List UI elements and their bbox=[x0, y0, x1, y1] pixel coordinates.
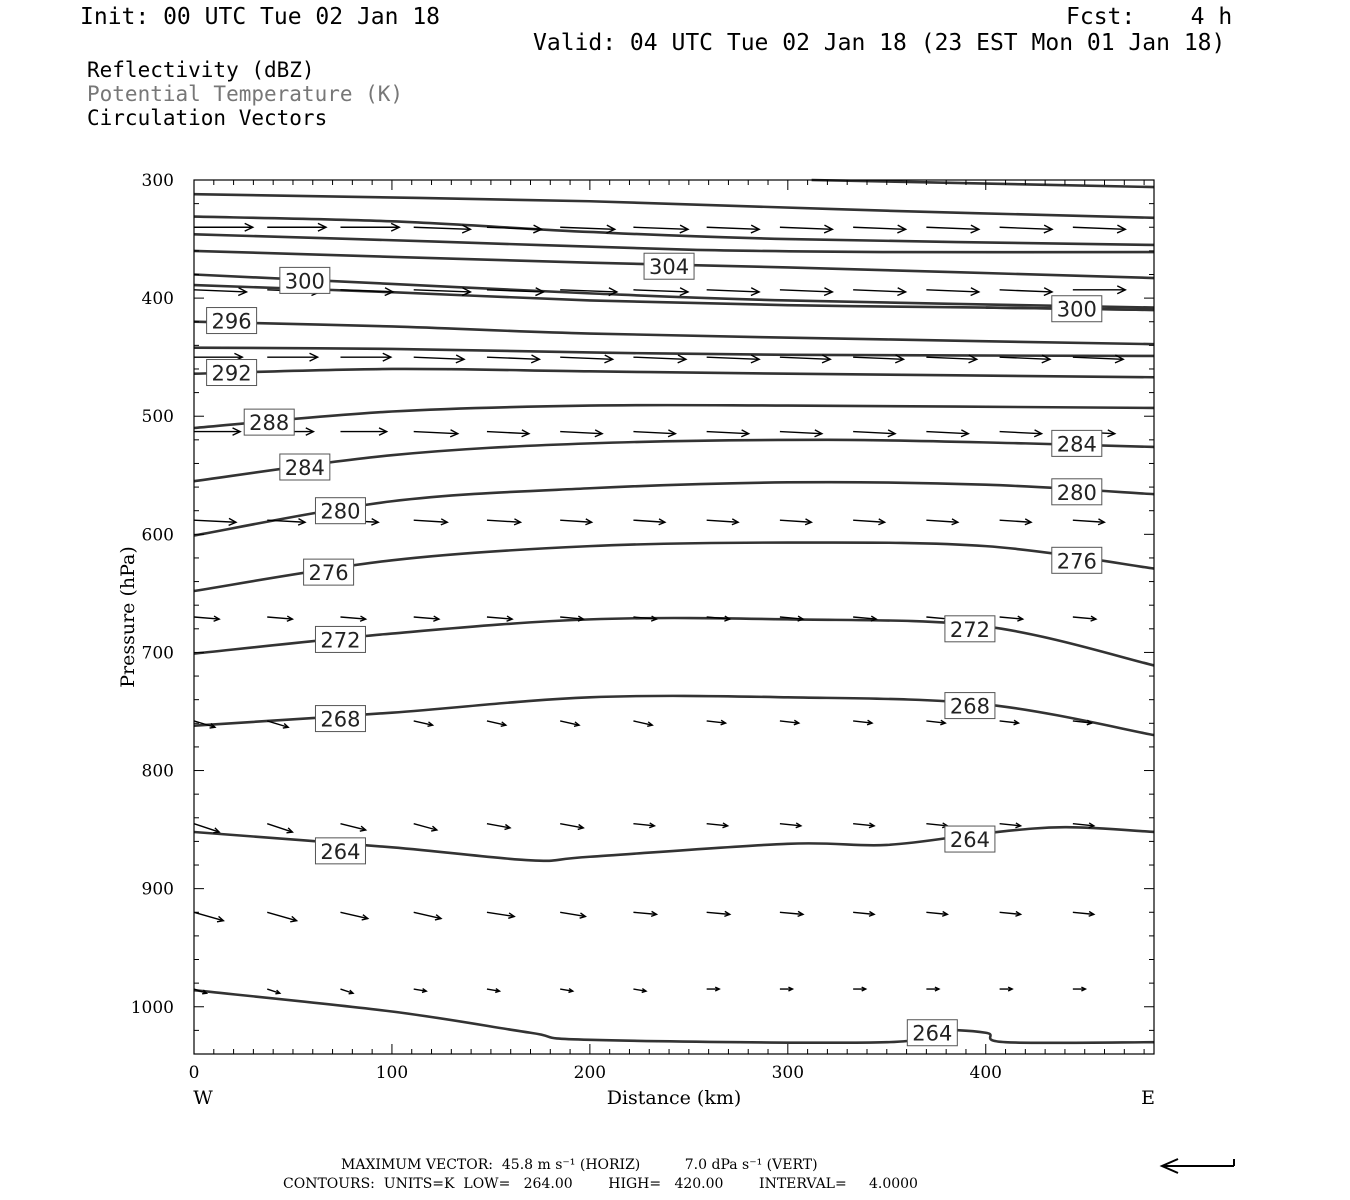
circulation-vector bbox=[194, 616, 219, 621]
vector-shaft bbox=[560, 520, 592, 522]
vector-shaft bbox=[926, 520, 958, 522]
x-tick-label: 400 bbox=[969, 1063, 1002, 1083]
circulation-vector bbox=[414, 430, 458, 437]
circulation-vector bbox=[707, 911, 730, 916]
circulation-vector bbox=[853, 720, 872, 725]
circulation-vector bbox=[340, 428, 386, 435]
circulation-vector bbox=[340, 912, 367, 920]
circulation-vector bbox=[707, 430, 749, 437]
circulation-vector bbox=[707, 987, 720, 991]
legend-reflectivity: Reflectivity (dBZ) bbox=[87, 58, 315, 82]
contour-label-text: 264 bbox=[949, 828, 990, 853]
y-tick-label: 500 bbox=[141, 407, 174, 428]
circulation-vector bbox=[267, 616, 292, 621]
circulation-vector bbox=[194, 518, 236, 525]
circulation-vector bbox=[853, 430, 895, 437]
circulation-vector bbox=[1073, 987, 1086, 991]
vector-shaft bbox=[853, 290, 906, 292]
circulation-vector bbox=[340, 223, 399, 231]
contour-label bbox=[315, 498, 365, 524]
forecast-hour: Fcst: 4 h bbox=[1066, 4, 1233, 30]
y-axis-label: Pressure (hPa) bbox=[117, 546, 139, 688]
circulation-vector bbox=[633, 225, 688, 233]
vector-shaft bbox=[414, 290, 471, 292]
x-right-direction: E bbox=[1141, 1087, 1155, 1109]
circulation-vector bbox=[926, 987, 939, 991]
circulation-vector bbox=[340, 616, 365, 621]
contour-label-text: 268 bbox=[949, 694, 990, 719]
circulation-vector bbox=[633, 989, 646, 993]
contour-label-text: 300 bbox=[284, 269, 325, 294]
theta-contour bbox=[194, 990, 1154, 1043]
circulation-vector bbox=[267, 824, 292, 833]
vector-shaft bbox=[194, 520, 236, 522]
vector-shaft bbox=[1073, 227, 1126, 229]
theta-contour bbox=[194, 405, 1154, 428]
circulation-vector bbox=[340, 824, 365, 832]
legend-circulation-vectors: Circulation Vectors bbox=[87, 106, 328, 130]
vector-shaft bbox=[194, 290, 247, 292]
circulation-vector bbox=[1000, 911, 1021, 916]
circulation-vector bbox=[560, 519, 592, 525]
contour-label-text: 292 bbox=[211, 361, 252, 386]
contour-label-text: 284 bbox=[284, 456, 325, 481]
vector-shaft bbox=[560, 432, 602, 434]
contour-label-text: 288 bbox=[249, 411, 290, 436]
circulation-vector bbox=[780, 225, 833, 233]
vector-shaft bbox=[780, 520, 812, 522]
circulation-vector bbox=[707, 519, 739, 525]
circulation-vector bbox=[1073, 225, 1126, 233]
vector-layer bbox=[194, 223, 1125, 993]
theta-contour bbox=[194, 348, 1154, 356]
circulation-vector bbox=[340, 989, 353, 994]
vector-shaft bbox=[707, 290, 760, 292]
vector-shaft bbox=[633, 290, 688, 292]
circulation-vector bbox=[633, 355, 686, 363]
contour-label bbox=[1052, 479, 1102, 505]
contour-label bbox=[1052, 296, 1102, 322]
contour-label bbox=[315, 838, 365, 864]
circulation-vector bbox=[560, 355, 613, 363]
contour-label-text: 276 bbox=[308, 561, 349, 586]
circulation-vector bbox=[780, 288, 833, 296]
vector-shaft bbox=[853, 227, 906, 229]
circulation-vector bbox=[633, 721, 652, 726]
circulation-vector bbox=[194, 912, 223, 922]
vector-shaft bbox=[707, 520, 739, 522]
circulation-vector bbox=[780, 720, 799, 725]
vector-shaft bbox=[633, 520, 665, 522]
contour-label-text: 284 bbox=[1056, 432, 1097, 457]
circulation-vector bbox=[926, 430, 968, 437]
circulation-vector bbox=[487, 519, 521, 525]
circulation-vector bbox=[414, 355, 464, 363]
contour-label bbox=[945, 616, 995, 642]
circulation-vector bbox=[267, 223, 326, 231]
circulation-vector bbox=[1000, 519, 1032, 525]
circulation-vector bbox=[633, 519, 665, 525]
circulation-vector bbox=[414, 989, 427, 993]
x-tick-label: 200 bbox=[573, 1063, 607, 1083]
contour-label-text: 304 bbox=[649, 255, 690, 280]
circulation-vector bbox=[1073, 286, 1126, 294]
circulation-vector bbox=[194, 288, 247, 296]
circulation-vector bbox=[414, 912, 441, 920]
init-time: Init: 00 UTC Tue 02 Jan 18 bbox=[80, 4, 441, 30]
vector-shaft bbox=[707, 357, 760, 359]
circulation-vector bbox=[560, 912, 585, 918]
y-tick-label: 1000 bbox=[130, 997, 174, 1018]
circulation-vector bbox=[560, 430, 602, 437]
contour-label-text: 280 bbox=[1056, 480, 1097, 505]
circulation-vector bbox=[487, 430, 529, 437]
circulation-vector bbox=[194, 223, 253, 231]
vector-shaft bbox=[926, 227, 979, 229]
circulation-vector bbox=[267, 721, 288, 728]
circulation-vector bbox=[853, 225, 906, 233]
theta-contour bbox=[194, 369, 1154, 377]
circulation-vector bbox=[1073, 911, 1094, 916]
contour-label bbox=[644, 253, 694, 279]
circulation-vector bbox=[780, 911, 803, 916]
vector-shaft bbox=[1000, 290, 1053, 292]
vector-shaft bbox=[926, 432, 968, 434]
contour-label-text: 276 bbox=[1056, 549, 1097, 574]
y-tick-label: 400 bbox=[141, 289, 174, 310]
circulation-vector bbox=[853, 823, 874, 828]
contour-label-text: 268 bbox=[320, 707, 361, 732]
circulation-vector bbox=[414, 824, 437, 831]
circulation-vector bbox=[414, 616, 439, 621]
circulation-vector bbox=[560, 989, 573, 993]
circulation-vector bbox=[487, 989, 500, 993]
circulation-vector bbox=[1000, 720, 1019, 725]
y-tick-label: 300 bbox=[141, 171, 174, 191]
x-tick-label: 100 bbox=[375, 1063, 409, 1083]
contour-label bbox=[280, 267, 330, 293]
contour-label bbox=[315, 706, 365, 732]
vector-shaft bbox=[633, 432, 675, 434]
vector-shaft bbox=[853, 520, 885, 522]
vector-shaft bbox=[926, 290, 979, 292]
circulation-vector bbox=[926, 823, 947, 828]
max-vector-note: MAXIMUM VECTOR: 45.8 m s⁻¹ (HORIZ) 7.0 dPa s⁻¹ (VERT) bbox=[341, 1157, 818, 1173]
circulation-vector bbox=[633, 823, 654, 828]
y-tick-label: 600 bbox=[141, 525, 174, 546]
vector-shaft bbox=[487, 357, 539, 359]
circulation-vector bbox=[487, 616, 512, 621]
theta-contour bbox=[812, 180, 1154, 187]
vector-shaft bbox=[487, 432, 529, 434]
circulation-vector bbox=[926, 225, 979, 233]
theta-contour bbox=[194, 322, 1154, 344]
valid-time: Valid: 04 UTC Tue 02 Jan 18 (23 EST Mon 01 Jan 18) bbox=[533, 30, 1226, 56]
contour-label bbox=[207, 360, 257, 386]
vector-shaft bbox=[414, 227, 471, 229]
circulation-vector bbox=[487, 721, 506, 726]
vector-shaft bbox=[1073, 520, 1105, 522]
y-tick-label: 800 bbox=[141, 761, 174, 782]
circulation-vector bbox=[780, 987, 793, 991]
y-tick-label: 700 bbox=[141, 643, 174, 664]
vector-shaft bbox=[487, 520, 521, 522]
circulation-vector bbox=[853, 911, 874, 916]
vector-shaft bbox=[1000, 357, 1050, 359]
circulation-vector bbox=[707, 225, 760, 233]
theta-contour bbox=[194, 440, 1154, 481]
contour-label-text: 280 bbox=[320, 499, 361, 524]
circulation-vector bbox=[194, 428, 240, 435]
vector-shaft bbox=[853, 432, 895, 434]
contour-label bbox=[1052, 547, 1102, 573]
circulation-vector bbox=[707, 720, 726, 725]
contour-label bbox=[945, 693, 995, 719]
circulation-vector bbox=[1000, 987, 1013, 991]
vector-shaft bbox=[780, 432, 822, 434]
vector-shaft bbox=[926, 357, 976, 359]
circulation-vector bbox=[560, 721, 579, 726]
circulation-vector bbox=[1000, 616, 1023, 621]
circulation-vector bbox=[267, 353, 317, 361]
circulation-vector bbox=[1073, 616, 1096, 621]
x-left-direction: W bbox=[193, 1087, 213, 1109]
circulation-vector bbox=[560, 824, 583, 830]
circulation-vector bbox=[780, 519, 812, 525]
circulation-vector bbox=[487, 824, 510, 830]
contour-label-text: 264 bbox=[912, 1021, 953, 1046]
circulation-vector bbox=[926, 911, 947, 916]
circulation-vector bbox=[707, 355, 760, 363]
circulation-vector bbox=[926, 288, 979, 296]
circulation-vector bbox=[633, 911, 656, 916]
vector-shaft bbox=[1000, 227, 1053, 229]
circulation-vector bbox=[633, 430, 675, 437]
x-tick-label: 0 bbox=[188, 1063, 200, 1083]
vector-shaft bbox=[633, 227, 688, 229]
x-tick-label: 300 bbox=[771, 1063, 805, 1083]
circulation-vector bbox=[853, 519, 885, 525]
circulation-vector bbox=[926, 519, 958, 525]
vector-shaft bbox=[1073, 357, 1123, 359]
circulation-vector bbox=[340, 353, 390, 361]
vector-shaft bbox=[780, 357, 830, 359]
contour-label-text: 264 bbox=[320, 839, 361, 864]
circulation-vector bbox=[267, 912, 296, 922]
vector-shaft bbox=[853, 357, 903, 359]
circulation-vector bbox=[853, 987, 866, 991]
vector-shaft bbox=[780, 290, 833, 292]
circulation-vector bbox=[1000, 225, 1053, 233]
contour-label bbox=[304, 559, 354, 585]
vector-shaft bbox=[633, 357, 686, 359]
contour-label-text: 296 bbox=[211, 309, 252, 334]
circulation-vector bbox=[1000, 430, 1042, 437]
vector-shaft bbox=[780, 227, 833, 229]
circulation-vector bbox=[707, 288, 760, 296]
vector-shaft bbox=[414, 357, 464, 359]
vector-shaft bbox=[1000, 432, 1042, 434]
contour-label bbox=[207, 308, 257, 334]
vector-shaft bbox=[414, 432, 458, 434]
contour-label bbox=[315, 626, 365, 652]
legend-potential-temperature: Potential Temperature (K) bbox=[87, 82, 404, 106]
circulation-vector bbox=[853, 288, 906, 296]
circulation-vector bbox=[780, 823, 801, 828]
circulation-vector bbox=[1000, 823, 1021, 828]
vector-shaft bbox=[707, 227, 760, 229]
vector-shaft bbox=[707, 432, 749, 434]
contours-note: CONTOURS: UNITS=K LOW= 264.00 HIGH= 420.00 INTERVAL= 4.0000 bbox=[283, 1176, 918, 1192]
circulation-vector bbox=[926, 720, 945, 725]
theta-contour bbox=[194, 217, 1154, 245]
vector-shaft bbox=[560, 357, 613, 359]
contour-label bbox=[1052, 430, 1102, 456]
reference-vector-icon bbox=[1162, 1159, 1234, 1173]
vector-shaft bbox=[560, 227, 615, 229]
circulation-vector bbox=[707, 823, 728, 828]
circulation-vector bbox=[1073, 519, 1105, 525]
circulation-vector bbox=[780, 430, 822, 437]
vector-shaft bbox=[414, 520, 448, 522]
y-tick-label: 900 bbox=[141, 879, 174, 900]
contour-label-text: 300 bbox=[1056, 297, 1097, 322]
x-axis-label: Distance (km) bbox=[606, 1087, 742, 1109]
theta-contour bbox=[194, 194, 1154, 218]
contour-label bbox=[907, 1020, 957, 1046]
circulation-vector bbox=[414, 225, 471, 233]
circulation-vector bbox=[487, 912, 514, 918]
contour-label-text: 272 bbox=[949, 617, 990, 642]
circulation-vector bbox=[414, 721, 433, 726]
contour-label bbox=[280, 454, 330, 480]
circulation-vector bbox=[414, 519, 448, 525]
contour-label bbox=[945, 826, 995, 852]
circulation-vector bbox=[267, 989, 280, 994]
vector-shaft bbox=[1000, 520, 1032, 522]
contour-label bbox=[244, 409, 294, 435]
contour-label-text: 272 bbox=[320, 628, 361, 653]
circulation-vector bbox=[1000, 288, 1053, 296]
circulation-vector bbox=[487, 355, 539, 363]
